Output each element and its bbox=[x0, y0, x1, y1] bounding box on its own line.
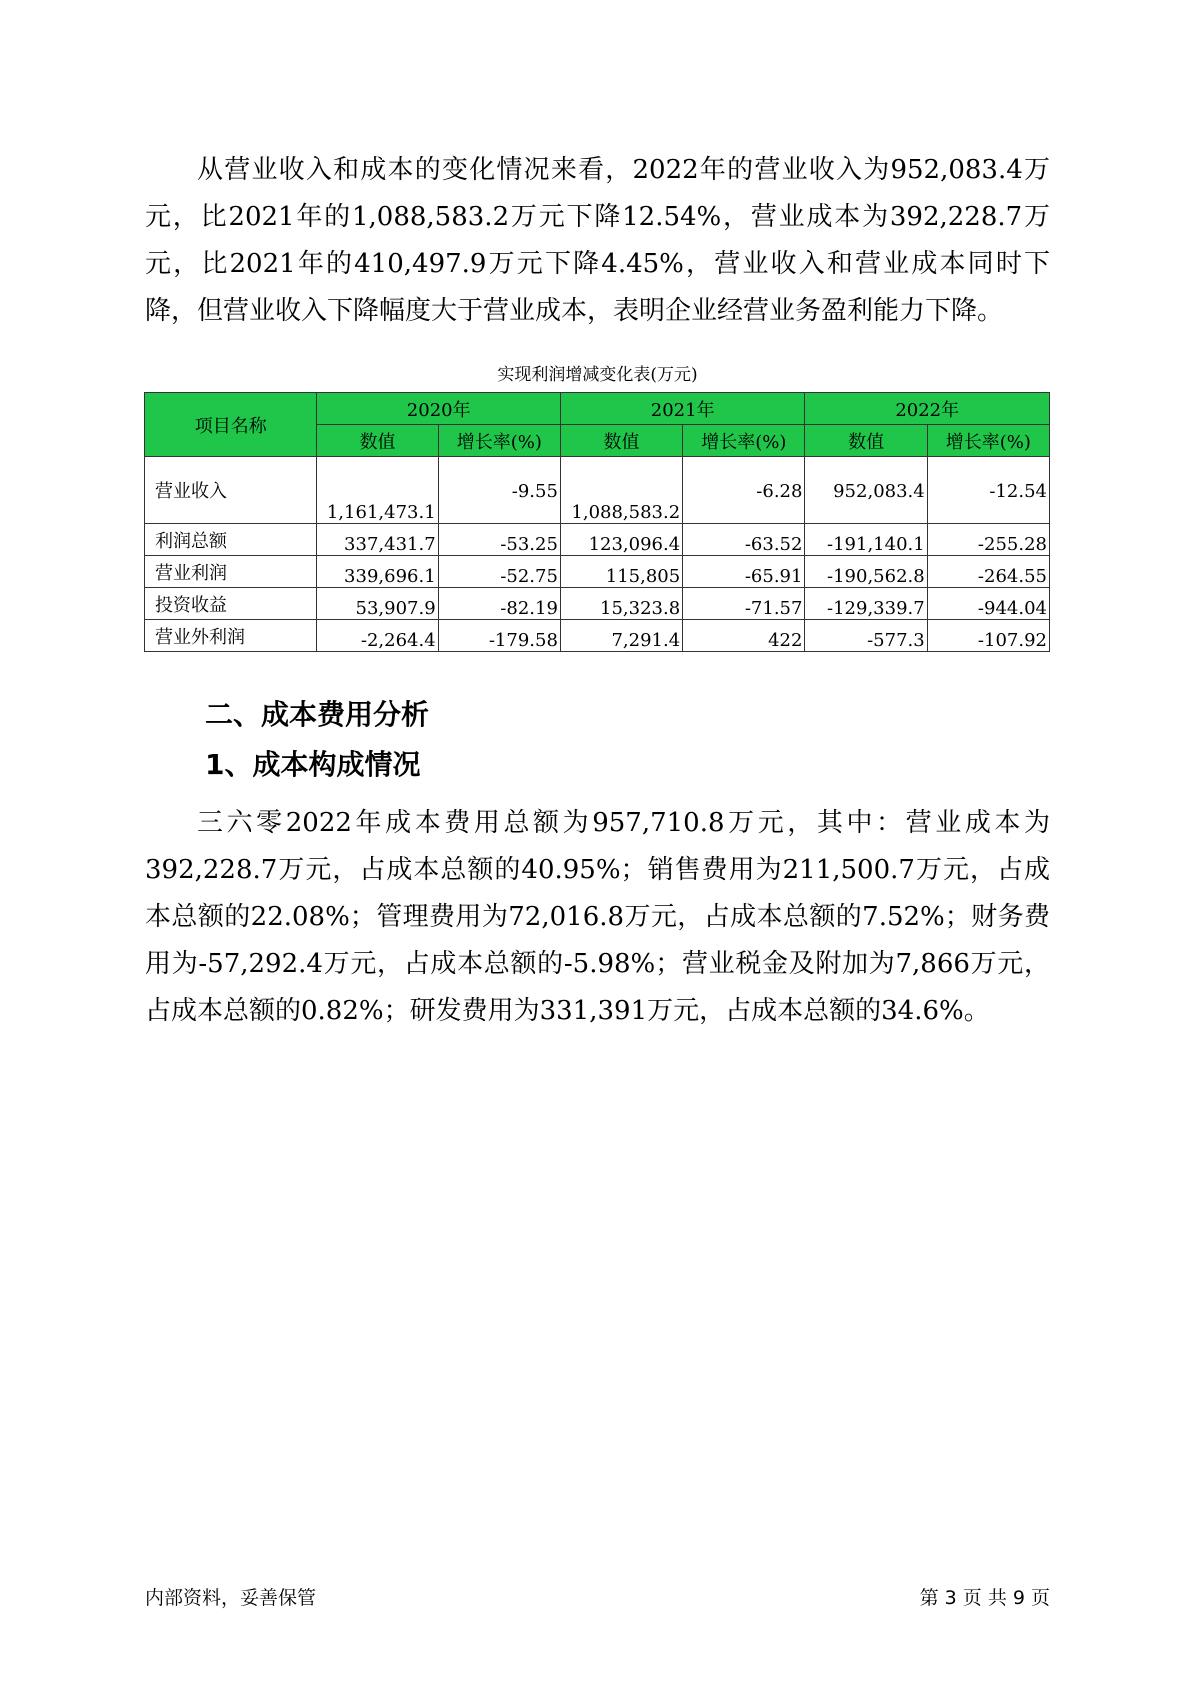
growth-rate-header: 增长率(%) bbox=[927, 425, 1049, 457]
year-header: 2022年 bbox=[805, 393, 1050, 425]
growth-rate-header: 增长率(%) bbox=[438, 425, 560, 457]
table-row bbox=[145, 457, 1050, 524]
table-cell: 115,805 bbox=[560, 556, 682, 588]
table-cell: -71.57 bbox=[683, 588, 805, 620]
table-cell: 53,907.9 bbox=[317, 588, 438, 620]
growth-rate-header: 增长率(%) bbox=[683, 425, 805, 457]
table-cell: -577.3 bbox=[805, 620, 927, 652]
section-heading: 二、成本费用分析 bbox=[205, 698, 430, 731]
row-name: 营业利润 bbox=[145, 556, 317, 588]
row-name: 营业收入 bbox=[145, 457, 317, 524]
table-cell: -12.54 bbox=[927, 457, 1049, 524]
table-row bbox=[145, 620, 1050, 652]
table-cell: -179.58 bbox=[438, 620, 560, 652]
table-cell: -6.28 bbox=[683, 457, 805, 524]
item-name-header: 项目名称 bbox=[145, 393, 317, 457]
table-cell: 339,696.1 bbox=[317, 556, 438, 588]
table-cell: -9.55 bbox=[438, 457, 560, 524]
table-cell: -191,140.1 bbox=[805, 524, 927, 556]
table-cell: -107.92 bbox=[927, 620, 1049, 652]
table-cell: 422 bbox=[683, 620, 805, 652]
table-cell: 1,088,583.2 bbox=[560, 457, 682, 524]
row-name: 营业外利润 bbox=[145, 620, 317, 652]
table-cell: -52.75 bbox=[438, 556, 560, 588]
table-row bbox=[145, 556, 1050, 588]
profit-change-table bbox=[144, 392, 1050, 652]
value-header: 数值 bbox=[317, 425, 438, 457]
year-header: 2020年 bbox=[317, 393, 560, 425]
subsection-heading: 1、成本构成情况 bbox=[205, 748, 421, 781]
table-cell: 1,161,473.1 bbox=[317, 457, 438, 524]
table-row bbox=[145, 588, 1050, 620]
table-cell: -2,264.4 bbox=[317, 620, 438, 652]
table-cell: -129,339.7 bbox=[805, 588, 927, 620]
footer-confidential-note: 内部资料，妥善保管 bbox=[145, 1587, 317, 1609]
table-cell: -190,562.8 bbox=[805, 556, 927, 588]
table-cell: -264.55 bbox=[927, 556, 1049, 588]
row-name: 利润总额 bbox=[145, 524, 317, 556]
cost-composition-paragraph: 三六零2022年成本费用总额为957,710.8万元，其中：营业成本为392,228.7万元，占成本总额的40.95%；销售费用为211,500.7万元，占成本总额的22.08%；管理费用为72,016.8万元，占成本总额的7.52%；财务费用为-57,292.4万元，占成本总额的-5.98%；营业税金及附加为7,866万元，占成本总额的0.82%；研发费用为331,391万元，占成本总额的34.6%。 bbox=[145, 808, 1050, 1026]
table-cell: 15,323.8 bbox=[560, 588, 682, 620]
table-cell: -255.28 bbox=[927, 524, 1049, 556]
table-cell: 337,431.7 bbox=[317, 524, 438, 556]
table-cell: -53.25 bbox=[438, 524, 560, 556]
table-row bbox=[145, 524, 1050, 556]
table-cell: -82.19 bbox=[438, 588, 560, 620]
value-header: 数值 bbox=[805, 425, 927, 457]
row-name: 投资收益 bbox=[145, 588, 317, 620]
value-header: 数值 bbox=[560, 425, 682, 457]
table-cell: -944.04 bbox=[927, 588, 1049, 620]
table-cell: -63.52 bbox=[683, 524, 805, 556]
table-cell: -65.91 bbox=[683, 556, 805, 588]
table-cell: 952,083.4 bbox=[805, 457, 927, 524]
year-header: 2021年 bbox=[560, 393, 805, 425]
table-caption: 实现利润增减变化表(万元) bbox=[497, 365, 698, 385]
table-cell: 123,096.4 bbox=[560, 524, 682, 556]
page-number: 第 3 页 共 9 页 bbox=[919, 1587, 1050, 1609]
revenue-cost-paragraph: 从营业收入和成本的变化情况来看，2022年的营业收入为952,083.4万元，比2021年的1,088,583.2万元下降12.54%，营业成本为392,228.7万元，比2021年的410,497.9万元下降4.45%，营业收入和营业成本同时下降，但营业收入下降幅度大于营业成本，表明企业经营业务盈利能力下降。 bbox=[145, 155, 1050, 326]
table-cell: 7,291.4 bbox=[560, 620, 682, 652]
